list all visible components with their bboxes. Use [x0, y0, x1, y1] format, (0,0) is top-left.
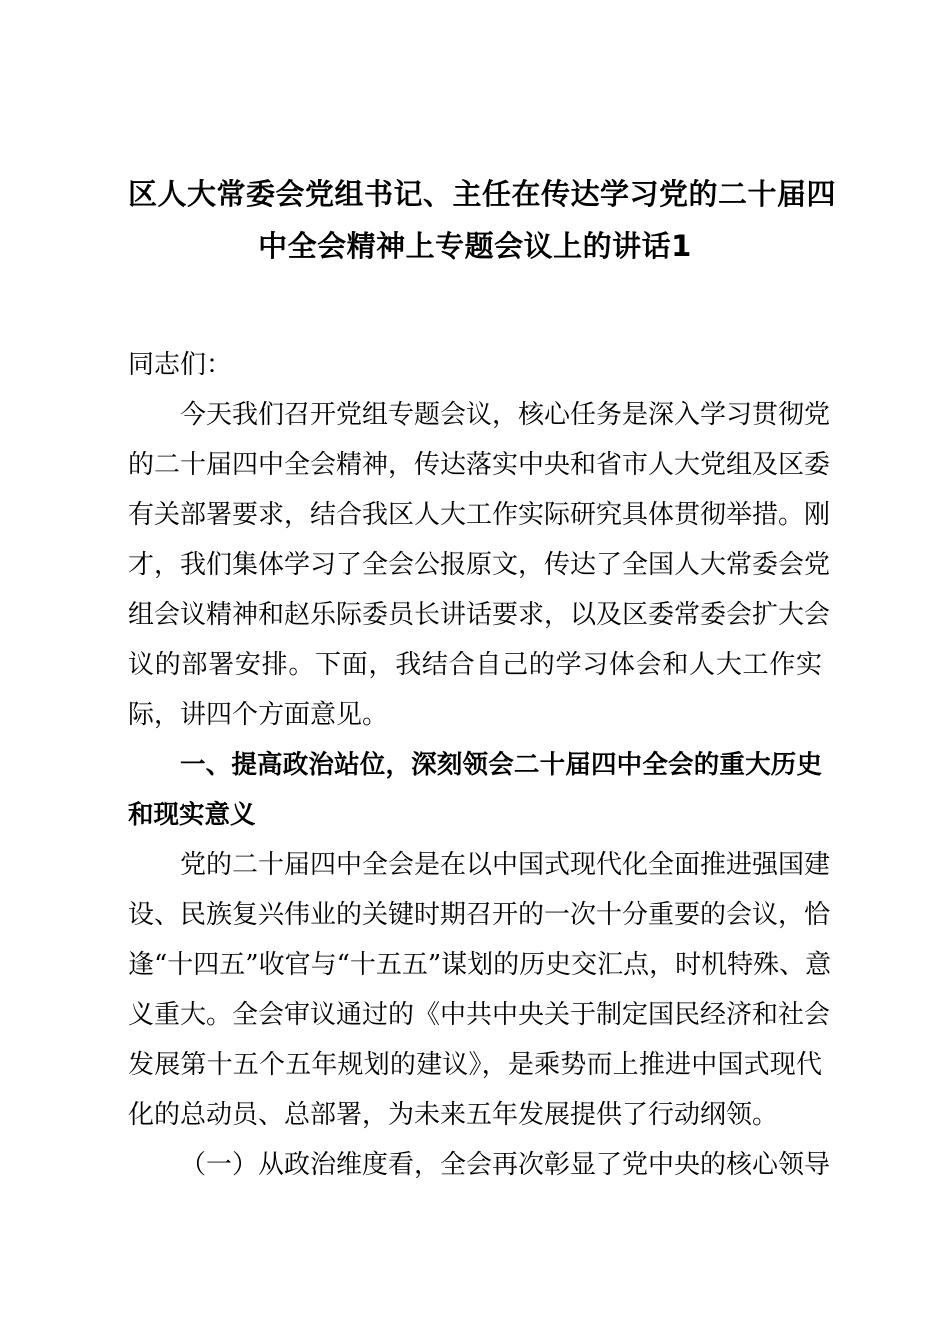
- text-line: 组会议精神和赵乐际委员长讲话要求，以及区委常委会扩大会: [128, 600, 831, 630]
- text-line: 议的部署安排。下面，我结合自己的学习体会和人大工作实: [128, 650, 822, 680]
- text-line: 际，讲四个方面意见。: [128, 700, 389, 730]
- paragraph: [128, 390, 831, 740]
- text-line: 党的二十届四中全会是在以中国式现代化全面推进强国建: [180, 850, 831, 880]
- heading-line: 和现实意义: [128, 800, 256, 830]
- salutation: 同志们：: [128, 350, 233, 380]
- text-line: 设、民族复兴伟业的关键时期召开的一次十分重要的会议，恰: [128, 900, 831, 930]
- paragraph: [128, 840, 832, 1140]
- text-line: 才，我们集体学习了全会公报原文，传达了全国人大常委会党: [128, 550, 831, 580]
- text-line: 有关部署要求，结合我区人大工作实际研究具体贯彻举措。刚: [128, 500, 831, 530]
- text-line: 今天我们召开党组专题会议，核心任务是深入学习贯彻党: [180, 400, 831, 430]
- text-line: 义重大。全会审议通过的《中共中央关于制定国民经济和社会: [128, 1000, 831, 1030]
- text-line: （一）从政治维度看，全会再次彰显了党中央的核心领导: [180, 1150, 831, 1180]
- section-heading: [128, 740, 822, 840]
- text-line: 的二十届四中全会精神，传达落实中央和省市人大党组及区委: [128, 450, 831, 480]
- document-body: [128, 340, 832, 1190]
- paragraph: [128, 1140, 831, 1190]
- text-line: 发展第十五个五年规划的建议》，是乘势而上推进中国式现代: [128, 1050, 822, 1080]
- heading-line: 一、提高政治站位，深刻领会二十届四中全会的重大历史: [180, 750, 822, 780]
- text-line: 逢“十四五”收官与“十五五”谋划的历史交汇点，时机特殊、意: [128, 950, 832, 980]
- text-line: 化的总动员、总部署，为未来五年发展提供了行动纲领。: [128, 1100, 779, 1130]
- title-line: 区人大常委会党组书记、主任在传达学习党的二十届四: [128, 177, 837, 211]
- title-line: 中全会精神上专题会议上的讲话1: [258, 229, 692, 263]
- document-title: [128, 168, 837, 272]
